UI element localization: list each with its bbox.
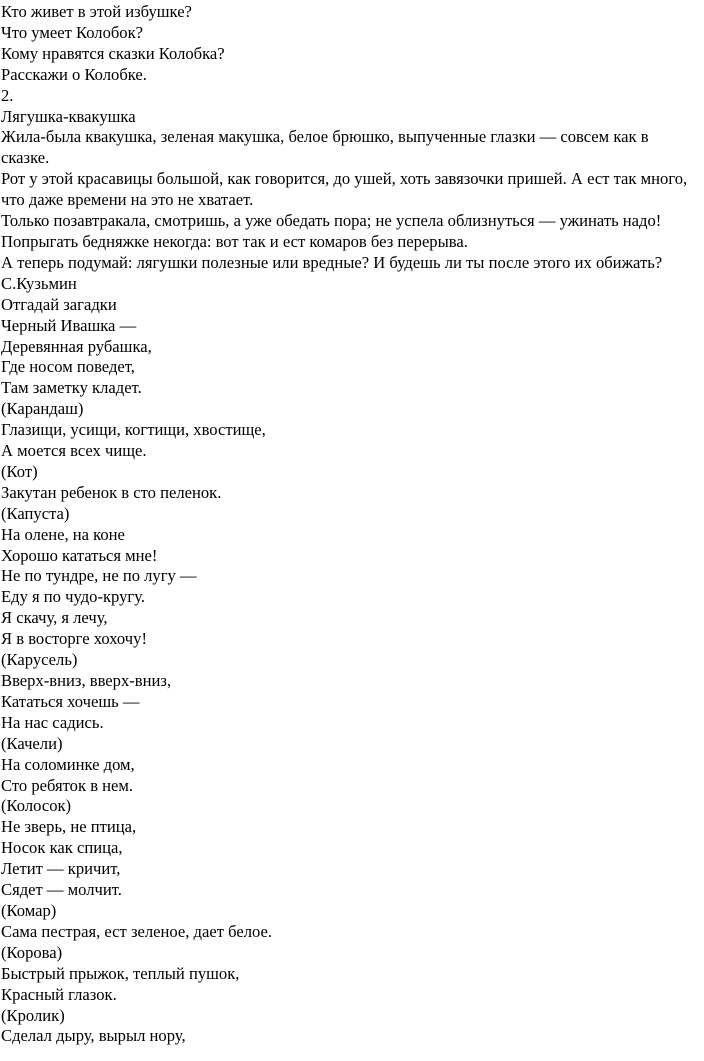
riddle-line: А моется всех чище.	[1, 441, 147, 461]
riddle-answer: (Карусель)	[1, 650, 78, 670]
riddle-line: Не по тундре, не по лугу —	[1, 566, 197, 586]
riddle-line: Я в восторге хохочу!	[1, 629, 147, 649]
riddle-line: Вверх-вниз, вверх-вниз,	[1, 671, 172, 690]
riddle-answer: (Карандаш)	[1, 399, 84, 419]
text-line: Что умеет Колобок?	[1, 22, 144, 42]
riddle-answer: (Корова)	[1, 942, 63, 962]
riddle-line: Глазищи, усищи, когтищи, хвостище,	[1, 420, 266, 440]
riddle-answer: (Кот)	[1, 461, 38, 481]
section-number: 2.	[1, 85, 14, 105]
text-line: Кому нравятся сказки Колобка?	[1, 43, 225, 63]
riddle-line: Там заметку кладет.	[1, 378, 142, 398]
riddle-answer: (Колосок)	[1, 796, 72, 816]
riddle-line: Я скачу, я лечу,	[1, 608, 108, 628]
document-text	[1, 2, 691, 1047]
riddle-line: Кататься хочешь —	[1, 691, 140, 711]
riddle-answer: (Капуста)	[1, 503, 70, 523]
riddle-line: Быстрый прыжок, теплый пушок,	[1, 963, 240, 983]
riddle-line: Где носом поведет,	[1, 357, 135, 377]
riddles-heading: Отгадай загадки	[1, 294, 117, 314]
author-name: С.Кузьмин	[1, 273, 77, 293]
text-paragraph: Жила-была квакушка, зеленая макушка, белое брюшко, выпученные глазки — совсем как в сказке.	[1, 127, 649, 168]
story-title: Лягушка-квакушка	[1, 106, 136, 126]
text-paragraph: Только позавтракала, смотришь, а уже обедать пора; не успела облизнуться — ужинать надо! Попрыгать бедняжке некогда: вот так и ест комаров без перерыва.	[1, 211, 662, 251]
text-line: Кто живет в этой избушке?	[1, 2, 192, 21]
text-line: Расскажи о Колобке.	[1, 64, 147, 84]
riddle-line: Сто ребяток в нем.	[1, 775, 134, 795]
riddle-answer: (Качели)	[1, 733, 63, 753]
riddle-line: Сядет — молчит.	[1, 880, 122, 900]
riddle-line: На нас садись.	[1, 712, 104, 732]
riddle-line: Хорошо кататься мне!	[1, 545, 158, 565]
riddle-line: Черный Ивашка —	[1, 315, 137, 335]
riddle-line: Не зверь, не птица,	[1, 817, 137, 837]
riddle-line: Сама пестрая, ест зеленое, дает белое.	[1, 921, 273, 941]
riddle-line: Носок как спица,	[1, 838, 123, 858]
riddle-line: Сделал дыру, вырыл нору,	[1, 1026, 186, 1046]
riddle-line: Закутан ребенок в сто пеленок.	[1, 482, 222, 502]
riddle-line: На соломинке дом,	[1, 754, 135, 774]
riddle-answer: (Комар)	[1, 900, 57, 920]
riddle-line: На олене, на коне	[1, 524, 125, 544]
riddle-line: Деревянная рубашка,	[1, 336, 152, 356]
text-paragraph: А теперь подумай: лягушки полезные или вредные? И будешь ли ты после этого их обижать?	[1, 252, 663, 272]
riddle-line: Летит — кричит,	[1, 859, 121, 879]
riddle-line: Красный глазок.	[1, 984, 117, 1004]
riddle-line: Еду я по чудо-кругу.	[1, 587, 146, 607]
text-paragraph: Рот у этой красавицы большой, как говорится, до ушей, хоть завязочки пришей. А ест так много, что даже времени на это не хватает.	[1, 169, 688, 210]
riddle-answer: (Кролик)	[1, 1005, 65, 1025]
